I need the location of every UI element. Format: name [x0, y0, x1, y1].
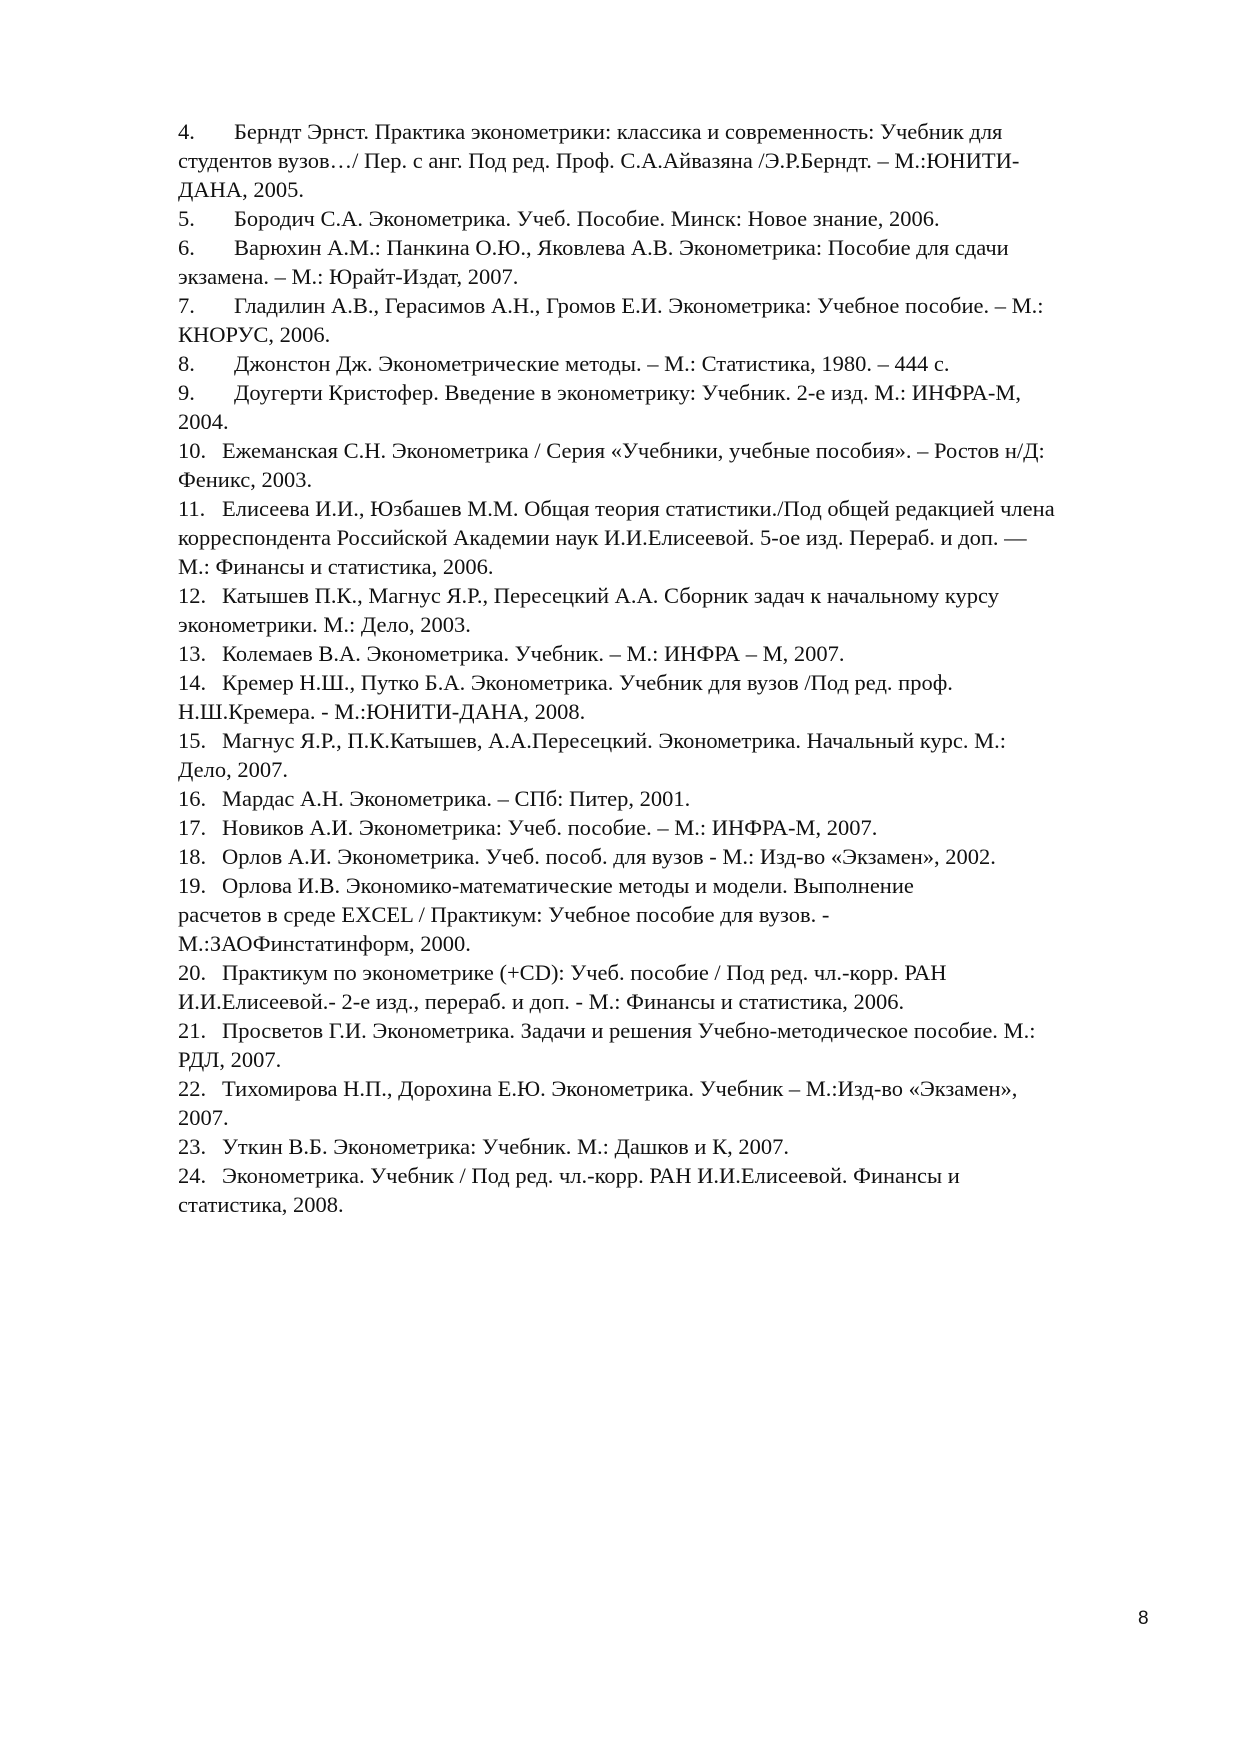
reference-number: 14.: [178, 670, 207, 695]
reference-text: расчетов в среде EXCEL / Практикум: Учебное пособие для вузов. -: [178, 902, 830, 927]
reference-text: экзамена. – М.: Юрайт-Издат, 2007.: [178, 264, 519, 289]
reference-item: [178, 378, 1158, 436]
reference-number: 6.: [178, 235, 195, 260]
reference-text: 2007.: [178, 1105, 229, 1130]
reference-text: студентов вузов…/ Пер. с анг. Под ред. Проф. С.А.Айвазяна /Э.Р.Берндт. – М.:ЮНИТИ-: [178, 148, 1020, 173]
reference-number: 18.: [178, 844, 207, 869]
reference-number: 15.: [178, 728, 207, 753]
reference-line: [178, 291, 1158, 320]
reference-text: Джонстон Дж. Эконометрические методы. – М.: Статистика, 1980. – 444 с.: [234, 351, 950, 376]
reference-text: Варюхин А.М.: Панкина О.Ю., Яковлева А.В. Эконометрика: Пособие для сдачи: [234, 235, 1009, 260]
reference-item: [178, 204, 1158, 233]
reference-text: М.:ЗАОФинстатинформ, 2000.: [178, 931, 471, 956]
reference-line: [178, 581, 1158, 610]
reference-item: [178, 842, 1158, 871]
reference-line: [178, 1161, 1158, 1190]
reference-text: Уткин В.Б. Эконометрика: Учебник. М.: Дашков и К, 2007.: [222, 1134, 789, 1159]
reference-text: Н.Ш.Кремера. - М.:ЮНИТИ-ДАНА, 2008.: [178, 699, 586, 724]
reference-number: 16.: [178, 786, 207, 811]
reference-text: Бородич С.А. Эконометрика. Учеб. Пособие. Минск: Новое знание, 2006.: [234, 206, 940, 231]
reference-number: 24.: [178, 1163, 207, 1188]
reference-line: [178, 465, 1158, 494]
reference-line: [178, 204, 1158, 233]
reference-text: Гладилин А.В., Герасимов А.Н., Громов Е.И. Эконометрика: Учебное пособие. – М.:: [234, 293, 1044, 318]
reference-text: Магнус Я.Р., П.К.Катышев, А.А.Пересецкий. Эконометрика. Начальный курс. М.:: [222, 728, 1007, 753]
reference-item: [178, 639, 1158, 668]
reference-item: [178, 349, 1158, 378]
reference-line: [178, 1190, 1158, 1219]
reference-text: Доугерти Кристофер. Введение в эконометрику: Учебник. 2-е изд. М.: ИНФРА-М,: [234, 380, 1021, 405]
reference-text: Эконометрика. Учебник / Под ред. чл.-корр. РАН И.И.Елисеевой. Финансы и: [222, 1163, 960, 1188]
reference-text: Колемаев В.А. Эконометрика. Учебник. – М.: ИНФРА – М, 2007.: [222, 641, 845, 666]
reference-text: Кремер Н.Ш., Путко Б.А. Эконометрика. Учебник для вузов /Под ред. проф.: [222, 670, 953, 695]
reference-line: [178, 552, 1158, 581]
reference-number: 17.: [178, 815, 207, 840]
reference-item: [178, 668, 1158, 726]
reference-item: [178, 436, 1158, 494]
reference-item: [178, 871, 1158, 958]
page-number: 8: [1138, 1608, 1149, 1629]
reference-line: [178, 639, 1158, 668]
reference-text: Ежеманская С.Н. Эконометрика / Серия «Учебники, учебные пособия». – Ростов н/Д:: [222, 438, 1045, 463]
reference-number: 11.: [178, 496, 206, 521]
reference-number: 12.: [178, 583, 207, 608]
reference-line: [178, 407, 1158, 436]
reference-line: [178, 813, 1158, 842]
reference-item: [178, 233, 1158, 291]
reference-text: Мардас А.Н. Эконометрика. – СПб: Питер, 2001.: [222, 786, 691, 811]
reference-text: статистика, 2008.: [178, 1192, 344, 1217]
reference-number: 10.: [178, 438, 207, 463]
reference-item: [178, 1074, 1158, 1132]
reference-line: [178, 755, 1158, 784]
reference-text: Дело, 2007.: [178, 757, 288, 782]
reference-line: [178, 494, 1158, 523]
reference-text: корреспондента Российской Академии наук И.И.Елисеевой. 5-ое изд. Перераб. и доп. —: [178, 525, 1027, 550]
reference-number: 5.: [178, 206, 195, 231]
reference-line: [178, 726, 1158, 755]
reference-line: [178, 900, 1158, 929]
reference-item: [178, 1016, 1158, 1074]
reference-text: Орлова И.В. Экономико-математические методы и модели. Выполнение: [222, 873, 914, 898]
reference-item: [178, 1161, 1158, 1219]
reference-text: эконометрики. М.: Дело, 2003.: [178, 612, 471, 637]
reference-number: 8.: [178, 351, 195, 376]
reference-item: [178, 958, 1158, 1016]
reference-line: [178, 929, 1158, 958]
reference-item: [178, 117, 1158, 204]
reference-item: [178, 784, 1158, 813]
reference-number: 22.: [178, 1076, 207, 1101]
reference-number: 4.: [178, 119, 195, 144]
reference-text: Практикум по эконометрике (+CD): Учеб. пособие / Под ред. чл.-корр. РАН: [222, 960, 947, 985]
reference-line: [178, 1045, 1158, 1074]
reference-number: 23.: [178, 1134, 207, 1159]
reference-text: Просветов Г.И. Эконометрика. Задачи и решения Учебно-методическое пособие. М.:: [222, 1018, 1036, 1043]
reference-line: [178, 1016, 1158, 1045]
reference-text: Феникс, 2003.: [178, 467, 313, 492]
reference-text: РДЛ, 2007.: [178, 1047, 282, 1072]
reference-item: [178, 1132, 1158, 1161]
reference-text: ДАНА, 2005.: [178, 177, 304, 202]
reference-line: [178, 1074, 1158, 1103]
reference-item: [178, 813, 1158, 842]
reference-item: [178, 726, 1158, 784]
reference-line: [178, 262, 1158, 291]
reference-item: [178, 581, 1158, 639]
reference-line: [178, 175, 1158, 204]
reference-text: 2004.: [178, 409, 229, 434]
reference-text: Катышев П.К., Магнус Я.Р., Пересецкий А.А. Сборник задач к начальному курсу: [222, 583, 999, 608]
reference-text: Берндт Эрнст. Практика эконометрики: классика и современность: Учебник для: [234, 119, 1003, 144]
reference-text: Орлов А.И. Эконометрика. Учеб. пособ. для вузов - М.: Изд-во «Экзамен», 2002.: [222, 844, 996, 869]
reference-line: [178, 436, 1158, 465]
reference-item: [178, 291, 1158, 349]
reference-line: [178, 958, 1158, 987]
reference-line: [178, 784, 1158, 813]
reference-text: М.: Финансы и статистика, 2006.: [178, 554, 494, 579]
reference-line: [178, 349, 1158, 378]
reference-line: [178, 668, 1158, 697]
reference-line: [178, 146, 1158, 175]
reference-line: [178, 523, 1158, 552]
reference-text: Елисеева И.И., Юзбашев М.М. Общая теория статистики./Под общей редакцией члена: [222, 496, 1055, 521]
reference-text: КНОРУС, 2006.: [178, 322, 331, 347]
reference-line: [178, 842, 1158, 871]
reference-line: [178, 1132, 1158, 1161]
reference-line: [178, 610, 1158, 639]
reference-line: [178, 378, 1158, 407]
reference-line: [178, 117, 1158, 146]
reference-text: И.И.Елисеевой.- 2-е изд., перераб. и доп. - М.: Финансы и статистика, 2006.: [178, 989, 905, 1014]
reference-line: [178, 233, 1158, 262]
reference-text: Тихомирова Н.П., Дорохина Е.Ю. Эконометрика. Учебник – М.:Изд-во «Экзамен»,: [222, 1076, 1018, 1101]
reference-item: [178, 494, 1158, 581]
reference-number: 20.: [178, 960, 207, 985]
reference-line: [178, 320, 1158, 349]
reference-list: [178, 117, 1158, 1219]
reference-line: [178, 871, 1158, 900]
reference-line: [178, 697, 1158, 726]
reference-line: [178, 1103, 1158, 1132]
reference-line: [178, 987, 1158, 1016]
reference-text: Новиков А.И. Эконометрика: Учеб. пособие. – М.: ИНФРА-М, 2007.: [222, 815, 878, 840]
reference-number: 19.: [178, 873, 207, 898]
reference-number: 7.: [178, 293, 195, 318]
reference-number: 9.: [178, 380, 195, 405]
reference-number: 13.: [178, 641, 207, 666]
reference-number: 21.: [178, 1018, 207, 1043]
